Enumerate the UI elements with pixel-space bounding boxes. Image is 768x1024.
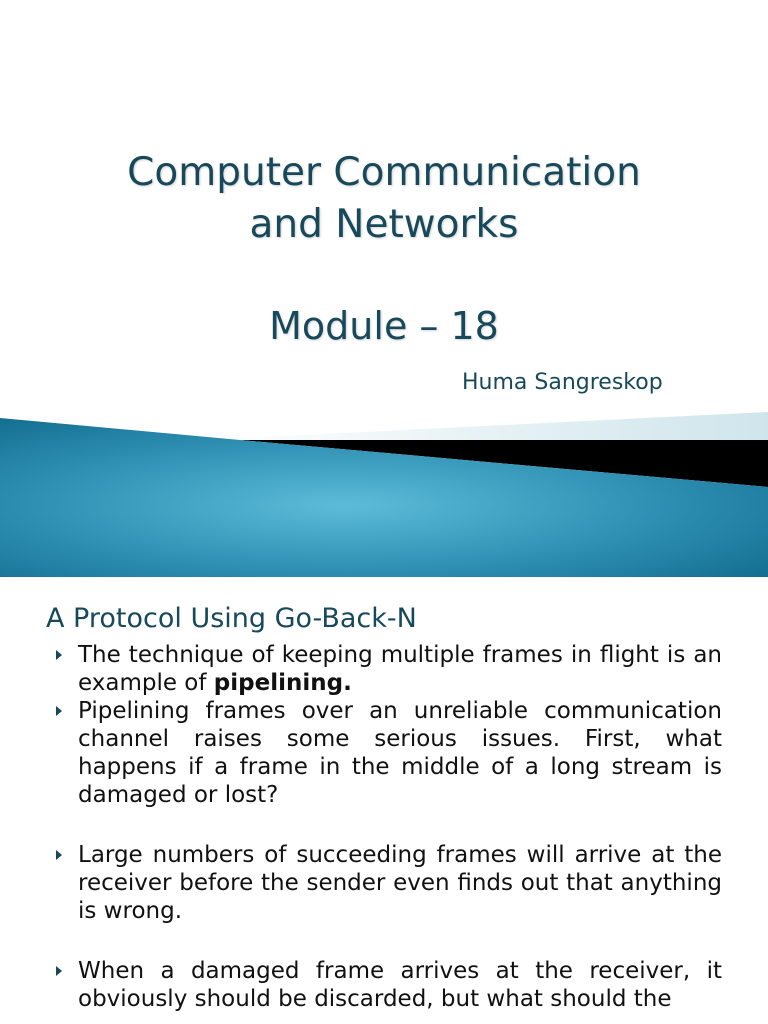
bullet-text: Large numbers of succeeding frames will arrive at the receiver before the sender even finds out that anything is wrong. (78, 842, 722, 924)
bullet-bold-term: pipelining. (213, 670, 352, 696)
bullet-arrow-icon (56, 850, 62, 860)
slide-title-line-1: Computer Communication (127, 150, 641, 195)
author-name: Huma Sangreskop (462, 370, 663, 395)
bullet-arrow-icon (56, 650, 62, 660)
slide-heading: A Protocol Using Go-Back-N (46, 603, 417, 634)
bullet-list (54, 641, 722, 1013)
bullet-item (54, 841, 722, 925)
bullet-arrow-icon (56, 966, 62, 976)
bullet-item (54, 697, 722, 809)
bullet-text: The technique of keeping multiple frames in flight is an example of (78, 642, 722, 696)
pale-strip-shape (200, 412, 768, 440)
module-label: Module – 18 (269, 304, 499, 348)
bullet-arrow-icon (56, 706, 62, 716)
bullet-text: Pipelining frames over an unreliable communication channel raises some serious issues. First, what happens if a frame in the middle of a long stream is damaged or lost? (78, 698, 722, 808)
bullet-item (54, 957, 722, 1013)
bullet-item (54, 641, 722, 697)
bullet-text: When a damaged frame arrives at the receiver, it obviously should be discarded, but what should the (78, 958, 722, 1012)
slide-title-line-2: and Networks (249, 202, 519, 247)
content-slide (0, 577, 768, 1024)
